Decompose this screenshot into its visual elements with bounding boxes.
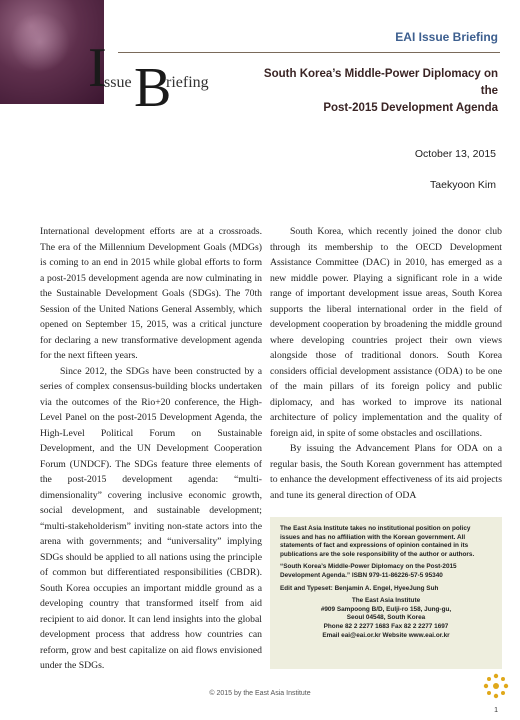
- institute-address-block: [280, 597, 492, 640]
- right-column: [270, 224, 502, 503]
- copyright-footer: © 2015 by the East Asia Institute: [209, 690, 311, 697]
- title-line-2: Post-2015 Development Agenda: [323, 102, 498, 114]
- right-paragraph-1: South Korea, which recently joined the donor club through its membership to the OECD Development Assistance Committee (DAC) in 2010, has emerged as a new middle power. Playing a significant role in a wide range of important development issue areas, South Korea supports the liberal international order in the field of development cooperation by broadening the middle ground where developing countries project their own views alongside those of traditional donors. South Korea considers official development assistance (ODA) to be one of the main pillars of its foreign policy and public diplomacy, and has worked to improve its national architecture of policy implementation and the quality of foreign aid, in spite of some obstacles and oscillations.: [270, 226, 502, 439]
- address-line-2: Seoul 04548, South Korea: [346, 614, 426, 622]
- institute-info-box: [270, 517, 502, 669]
- citation-block: [280, 563, 492, 580]
- logo-letter-i: I: [88, 37, 107, 99]
- email-website-line: Email eai@eai.or.kr Website www.eai.or.kr: [322, 631, 450, 639]
- disclaimer-text: The East Asia Institute takes no institutional position on policy issues and has no affiliation with the Korean government. All statements of fact and expressions of opinion contained in its publications are the sole responsibility of the author or authors.: [280, 525, 475, 558]
- right-paragraph-2: By issuing the Advancement Plans for ODA on a regular basis, the South Korean government has attempted to enhance the development effectiveness of its aid projects and tune its general direction of ODA: [270, 443, 502, 501]
- series-title: EAI Issue Briefing: [395, 30, 498, 44]
- header-divider: [118, 52, 500, 53]
- isbn-text: ISBN 979-11-86226-57-5 95340: [351, 571, 443, 579]
- address-line-1: #909 Sampoong B/D, Eulji-ro 158, Jung-gu,: [320, 605, 452, 613]
- title-line-1: South Korea’s Middle-Power Diplomacy on the: [263, 68, 498, 97]
- org-name: The East Asia Institute: [351, 597, 421, 605]
- left-paragraph-2: Since 2012, the SDGs have been constructed by a series of complex consensus-building blocks undertaken via the outcomes of the Rio+20 conference, the High-Level Panel on the post-2015 Development Agenda, the High-Level Political Forum on Sustainable Development, and the UN Development Cooperation Forum (UNDCF). The SDGs feature three elements of the post-2015 development agenda: “multi-dimensionality” covering inclusive economic growth, social development, and sustainable development; “multi-stakeholderism” inviting non-state actors into the arena with governments; and “universality” implying SDGs should be applied to all nations using the principle of common but differentiated responsibilities (CBDR). South Korea occupies an important middle ground as a developing country that transformed itself from aid recipient to aid donor. It can lend insights into the global development process that address how countries can reform, grow and best capitalize on aid flows envisioned under the SDGs.: [40, 365, 262, 671]
- logo-letter-b: B: [134, 57, 172, 119]
- page-number: 1: [494, 707, 498, 714]
- author-name: Taekyoon Kim: [430, 179, 496, 191]
- left-paragraph-1: International development efforts are at a crossroads. The era of the Millennium Development Goals (MDGs) is coming to an end in 2015 while global efforts to form a post-2015 development agenda are now culminating in the Sustainable Development Goals (SDGs). The 70th Session of the United Nations General Assembly, which opened on September 15, 2015, was a critical juncture for declaring a new transformative development agenda for the next fifteen years.: [40, 226, 262, 361]
- document-title: [258, 66, 498, 117]
- logo-word-issue: ssue: [104, 74, 132, 91]
- citation-text: “South Korea’s Middle-Power Diplomacy on the Post-2015 Development Agenda.”: [280, 563, 457, 579]
- phone-fax-line: Phone 82 2 2277 1683 Fax 82 2 2277 1697: [323, 622, 449, 630]
- edit-typeset-line: Edit and Typeset: Benjamin A. Engel, HyeeJung Suh: [280, 584, 439, 592]
- logo-word-briefing: riefing: [166, 74, 209, 91]
- publication-date: October 13, 2015: [414, 148, 496, 160]
- gold-dot-circle-icon: [482, 672, 510, 702]
- left-column: [40, 224, 262, 674]
